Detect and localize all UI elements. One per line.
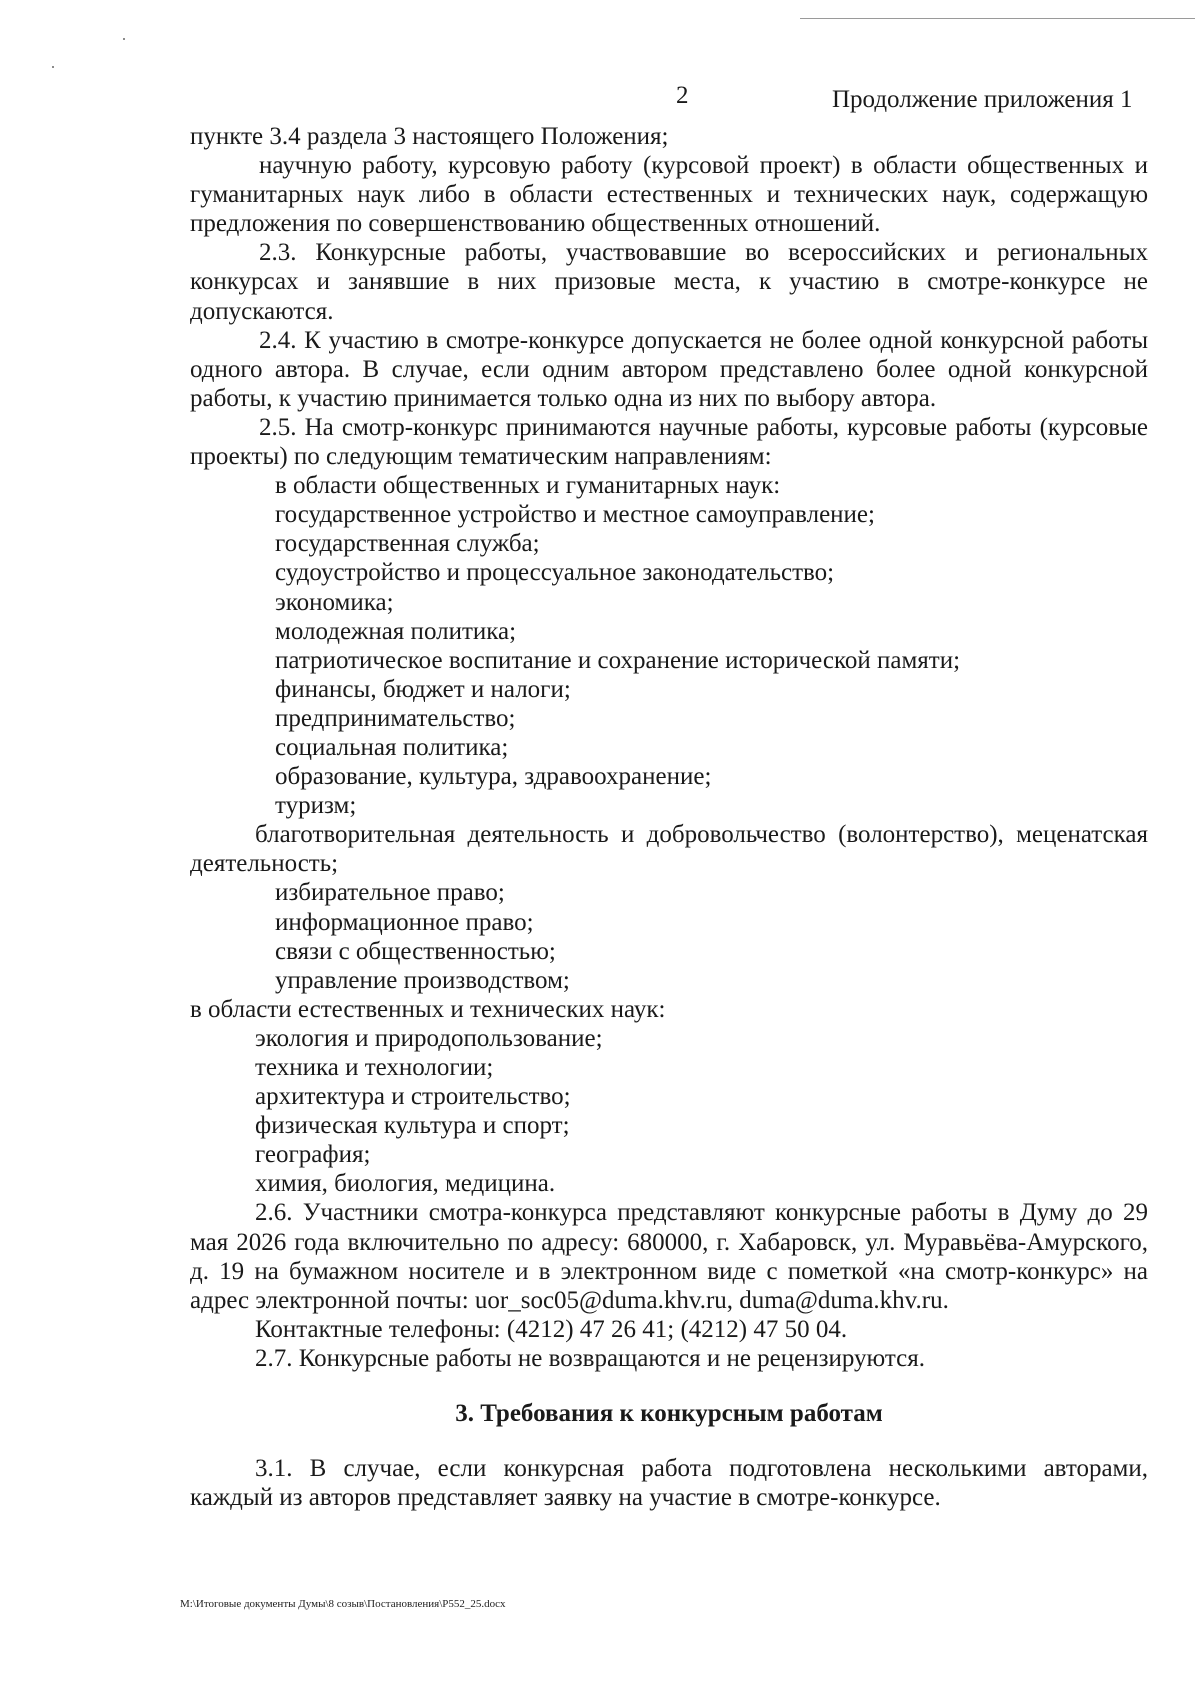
- paragraph-3-1: 3.1. В случае, если конкурсная работа подготовлена несколькими авторами, каждый из авторов представляет заявку на участие в смотре-конкурсе.: [190, 1455, 1148, 1512]
- list-item: информационное право;: [275, 908, 534, 936]
- list-item: экономика;: [275, 588, 394, 616]
- list-item: социальная политика;: [275, 733, 509, 761]
- list-item: физическая культура и спорт;: [255, 1112, 570, 1140]
- list-item: архитектура и строительство;: [255, 1083, 571, 1111]
- paragraph-2-6: 2.6. Участники смотра-конкурса представляют конкурсные работы в Думу до 29 мая 2026 года включительно по адресу: 680000, г. Хабаровск, ул. Муравьёва-Амурского, д. 19 на бумажном носителе и в электронном виде с пометкой «на смотр-конкурс» на адрес электронной почты: uor_soc05@duma.khv.ru, duma@duma.khv.ru.: [190, 1199, 1148, 1314]
- list-item: предпринимательство;: [275, 704, 516, 732]
- list-heading: в области естественных и технических наук:: [190, 995, 666, 1023]
- list-item: судоустройство и процессуальное законодательство;: [275, 559, 835, 587]
- list-item: география;: [255, 1141, 371, 1169]
- footer-file-path: М:\Итоговые документы Думы\8 созыв\Постановления\Р552_25.docx: [180, 1598, 506, 1610]
- list-item: экология и природопользование;: [255, 1024, 603, 1052]
- paragraph-2-4: 2.4. К участию в смотре-конкурсе допускается не более одной конкурсной работы одного автора. В случае, если одним автором представлено более одной конкурсной работы, к участию принимается только одна из них по выбору автора.: [190, 326, 1148, 412]
- paragraph-2-3: 2.3. Конкурсные работы, участвовавшие во всероссийских и региональных конкурсах и занявшие в них призовые места, к участию в смотре-конкурсе не допускаются.: [190, 239, 1148, 325]
- list-item: избирательное право;: [275, 879, 505, 907]
- list-item: финансы, бюджет и налоги;: [275, 675, 571, 703]
- document-body: [190, 122, 1148, 1512]
- paragraph: пункте 3.4 раздела 3 настоящего Положения;: [190, 123, 669, 150]
- list-item: связи с общественностью;: [275, 937, 556, 965]
- paragraph-2-5: 2.5. На смотр-конкурс принимаются научные работы, курсовые работы (курсовые проекты) по следующим тематическим направлениям:: [190, 413, 1148, 471]
- paragraph-2-7: 2.7. Конкурсные работы не возвращаются и не рецензируются.: [255, 1344, 925, 1372]
- list-item: образование, культура, здравоохранение;: [275, 763, 712, 791]
- list-item: государственная служба;: [275, 530, 540, 558]
- list-item: в области общественных и гуманитарных наук:: [275, 472, 781, 500]
- list-item: молодежная политика;: [275, 617, 517, 645]
- paragraph: научную работу, курсовую работу (курсовой проект) в области общественных и гуманитарных наук либо в области естественных и технических наук, содержащую предложения по совершенствованию общественных отношений.: [190, 152, 1148, 238]
- list-item: патриотическое воспитание и сохранение исторической памяти;: [275, 646, 961, 674]
- list-item: благотворительная деятельность и добровольчество (волонтерство), меценатская деятельность;: [190, 821, 1148, 878]
- scan-artifact-line: [800, 18, 1195, 19]
- page-number: 2: [676, 82, 689, 109]
- continuation-label: Продолжение приложения 1: [832, 86, 1133, 113]
- scan-speck: [123, 38, 125, 40]
- list-item: туризм;: [275, 792, 357, 820]
- scan-speck: [52, 66, 54, 68]
- list-item: управление производством;: [275, 966, 570, 994]
- section-heading: 3. Требования к конкурсным работам: [455, 1400, 883, 1428]
- contact-phones: Контактные телефоны: (4212) 47 26 41; (4212) 47 50 04.: [255, 1315, 848, 1343]
- list-item: государственное устройство и местное самоуправление;: [275, 501, 875, 529]
- list-item: техника и технологии;: [255, 1054, 494, 1081]
- list-item: химия, биология, медицина.: [255, 1170, 556, 1198]
